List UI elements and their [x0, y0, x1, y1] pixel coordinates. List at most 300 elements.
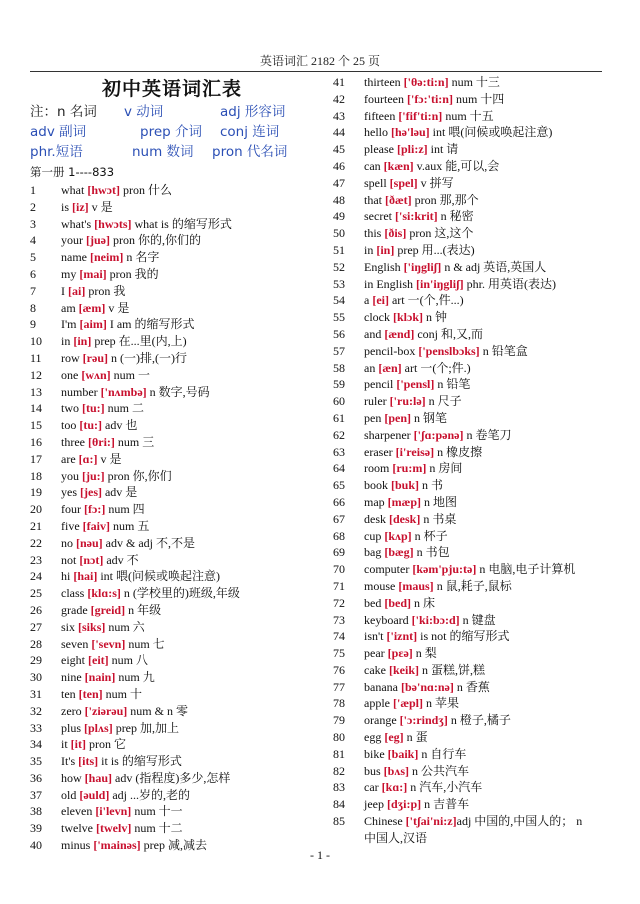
- entry-word: how: [61, 770, 82, 785]
- entry-number: 57: [333, 343, 345, 358]
- entry-word: cake: [364, 662, 386, 677]
- entry-meaning: is not 的缩写形式: [417, 629, 510, 644]
- entry-body: [364, 309, 623, 326]
- entry-number: 58: [333, 360, 345, 375]
- entry-body: [364, 645, 623, 662]
- entry-phonetic: [dʒi:p]: [387, 797, 422, 812]
- entry-meaning: num 十五: [442, 108, 494, 123]
- entry-meaning: prep 用...(表达): [394, 242, 475, 257]
- entry-phonetic: [ai]: [68, 283, 86, 298]
- entry-body: [364, 225, 623, 242]
- entry-body: [61, 468, 330, 485]
- entry-number: 84: [333, 797, 345, 812]
- vocab-entry: [30, 216, 330, 233]
- entry-number: 29: [30, 653, 42, 668]
- entry-number: 61: [333, 410, 345, 425]
- entry-phonetic: [siks]: [78, 619, 106, 634]
- entry-body: [61, 703, 330, 720]
- entry-phonetic: [kæn]: [383, 158, 414, 173]
- entry-body: [364, 276, 623, 293]
- vocab-entry: [333, 427, 623, 444]
- entry-word: row: [61, 350, 80, 365]
- entry-number: 4: [30, 233, 36, 248]
- legend-num: num 数词: [132, 144, 194, 160]
- entry-meaning: adv 不: [103, 552, 139, 567]
- vocab-entry: [333, 779, 623, 796]
- entry-phonetic: [jes]: [80, 485, 102, 500]
- entry-number: 7: [30, 283, 36, 298]
- vocab-entry: [333, 326, 623, 343]
- entry-body: [61, 820, 330, 837]
- entry-body: [364, 679, 623, 696]
- entry-word: It's: [61, 754, 76, 769]
- entry-number: 36: [30, 770, 42, 785]
- entry-body: [61, 803, 330, 820]
- entry-phonetic: [nəu]: [76, 535, 103, 550]
- entry-word: jeep: [364, 797, 384, 812]
- entry-meaning: phr. 用英语(表达): [463, 276, 556, 291]
- vocab-entry: [333, 561, 623, 578]
- entry-meaning: num 二: [104, 401, 145, 416]
- entry-word: cup: [364, 528, 382, 543]
- entry-word: spell: [364, 175, 387, 190]
- entry-number: 80: [333, 730, 345, 745]
- entry-phonetic: [its]: [78, 754, 99, 769]
- entry-body: [364, 813, 623, 830]
- entry-phonetic: [wʌn]: [81, 367, 111, 382]
- entry-word: three: [61, 434, 85, 449]
- page-header: 英语词汇 2182 个 25 页: [259, 54, 380, 68]
- entry-body: [61, 316, 330, 333]
- entry-word: can: [364, 158, 381, 173]
- entry-number: 48: [333, 192, 345, 207]
- entry-meaning: n 蛋糕,饼,糕: [418, 662, 485, 677]
- entry-meaning: num 一: [110, 367, 151, 382]
- entry-body: [61, 182, 330, 199]
- entry-meaning: n (学校里的)班级,年级: [120, 586, 240, 601]
- entry-phonetic: [desk]: [389, 511, 421, 526]
- vocab-entry: [30, 770, 330, 787]
- entry-phonetic: [ten]: [78, 686, 103, 701]
- entry-meaning: adv (指程度)多少,怎样: [112, 770, 231, 785]
- entry-meaning: n 书桌: [420, 511, 457, 526]
- entry-word: that: [364, 192, 382, 207]
- entry-word: ruler: [364, 394, 387, 409]
- entry-phonetic: [əuld]: [79, 787, 110, 802]
- vocab-entry: [30, 669, 330, 686]
- entry-meaning: n 鼠,耗子,鼠标: [433, 578, 512, 593]
- vocab-entry: [30, 367, 330, 384]
- entry-phonetic: [ænd]: [384, 326, 415, 341]
- entry-phonetic: [klɑ:s]: [87, 586, 121, 601]
- entry-phonetic: [bed]: [384, 595, 411, 610]
- entry-number: 53: [333, 276, 345, 291]
- entry-phonetic: [iz]: [72, 199, 89, 214]
- entry-number: 30: [30, 670, 42, 685]
- entry-body: [61, 350, 330, 367]
- vocab-entry: [333, 679, 623, 696]
- entry-meaning: num 十: [102, 686, 143, 701]
- entry-number: 1: [30, 183, 36, 197]
- vocab-entry: [333, 712, 623, 729]
- entry-meaning: n 梨: [412, 646, 437, 661]
- entry-number: 69: [333, 545, 345, 560]
- entry-phonetic: [buk]: [391, 478, 420, 493]
- entry-phonetic: [rəu]: [82, 350, 108, 365]
- entry-meaning: n 地图: [421, 494, 458, 509]
- entry-number: 62: [333, 427, 345, 442]
- entry-body: [364, 427, 623, 444]
- entry-phonetic: [aim]: [79, 317, 107, 332]
- entry-meaning: n 苹果: [423, 696, 460, 711]
- entry-number: 56: [333, 326, 345, 341]
- entry-word: isn't: [364, 629, 384, 644]
- entry-phonetic: [ðis]: [384, 226, 407, 241]
- entry-word: English: [364, 259, 401, 274]
- entry-number: 26: [30, 602, 42, 617]
- entry-body: [364, 528, 623, 545]
- entry-number: 13: [30, 384, 42, 399]
- entry-number: 64: [333, 461, 345, 476]
- entry-phonetic: [in]: [73, 334, 92, 349]
- entry-body: [61, 451, 330, 468]
- entry-body: [61, 417, 330, 434]
- entry-number: 47: [333, 175, 345, 190]
- entry-phonetic: [hə'ləu]: [391, 125, 430, 140]
- entry-meaning: n 秘密: [437, 209, 474, 224]
- entry-meaning: n 橙子,橘子: [447, 713, 511, 728]
- entry-body: [364, 662, 623, 679]
- vocab-entry: [333, 410, 623, 427]
- entry-number: 44: [333, 125, 345, 140]
- entry-phonetic: [mæp]: [387, 494, 421, 509]
- entry-phonetic: ['tʃai'ni:z]: [405, 814, 457, 829]
- entry-number: 51: [333, 242, 345, 257]
- vocab-entry: [333, 276, 623, 293]
- entry-word: eleven: [61, 804, 93, 819]
- entry-phonetic: ['iŋgliʃ]: [403, 259, 442, 274]
- entry-number: 33: [30, 720, 42, 735]
- entry-meaning: num 三: [114, 434, 155, 449]
- vocab-entry: [333, 595, 623, 612]
- entry-body: [364, 628, 623, 645]
- entry-meaning: pron 什么: [119, 183, 172, 197]
- vocab-entry: [30, 434, 330, 451]
- entry-body: [61, 787, 330, 804]
- entry-word: egg: [364, 730, 382, 745]
- entry-phonetic: [mai]: [79, 266, 107, 281]
- vocab-entry: [30, 736, 330, 753]
- entry-body: [61, 249, 330, 266]
- entry-meaning: n 香蕉: [453, 679, 490, 694]
- entry-word: seven: [61, 636, 89, 651]
- entry-word: computer: [364, 562, 410, 577]
- entry-phonetic: ['mainəs]: [93, 838, 141, 853]
- vocab-entry: [30, 232, 330, 249]
- entry-number: 59: [333, 377, 345, 392]
- entry-phonetic: [fɔ:]: [84, 502, 106, 517]
- entry-body: [61, 367, 330, 384]
- vocab-entry: [333, 695, 623, 712]
- entry-meaning: num 十三: [448, 75, 500, 89]
- entry-meaning: n 杯子: [411, 528, 448, 543]
- entry-number: 22: [30, 535, 42, 550]
- entry-word: map: [364, 494, 385, 509]
- entry-word: sharpener: [364, 427, 411, 442]
- vocab-entry: [333, 259, 623, 276]
- entry-word: in: [61, 334, 71, 349]
- vocab-entry: [333, 309, 623, 326]
- entry-meaning: n (一)排,(一)行: [108, 350, 187, 365]
- vocab-entry: [333, 460, 623, 477]
- entry-number: 65: [333, 478, 345, 493]
- vocab-entry: [333, 763, 623, 780]
- entry-meaning: n 电脑,电子计算机: [476, 562, 576, 577]
- entry-body: [61, 400, 330, 417]
- entry-word: bag: [364, 545, 382, 560]
- vocab-entry: [333, 192, 623, 209]
- entry-number: 12: [30, 367, 42, 382]
- entry-body: [364, 494, 623, 511]
- entry-word: it: [61, 737, 68, 752]
- entry-number: 41: [333, 75, 345, 89]
- entry-word: eraser: [364, 444, 393, 459]
- vocab-entry: [333, 360, 623, 377]
- vocab-entry: [30, 568, 330, 585]
- book-range: 第一册 1----833: [30, 165, 115, 179]
- entry-phonetic: [twelv]: [96, 821, 132, 836]
- vocab-entry: [333, 225, 623, 242]
- entry-phonetic: ['fɔ:'ti:n]: [406, 91, 453, 106]
- entry-phonetic: [juə]: [86, 233, 110, 248]
- vocab-entry: [333, 729, 623, 746]
- entry-phonetic: [æn]: [378, 360, 402, 375]
- entry-word: apple: [364, 696, 390, 711]
- entry-meaning: n 铅笔: [434, 377, 471, 392]
- entry-number: 60: [333, 394, 345, 409]
- entry-number: 32: [30, 703, 42, 718]
- entry-number: 55: [333, 310, 345, 325]
- entry-body: [61, 232, 330, 249]
- entry-number: 34: [30, 737, 42, 752]
- entry-phonetic: [ðæt]: [385, 192, 412, 207]
- vocab-entry: [333, 544, 623, 561]
- entry-phonetic: [æm]: [78, 300, 106, 315]
- vocab-entry: [333, 662, 623, 679]
- entry-body: [364, 460, 623, 477]
- entry-word: Chinese: [364, 814, 403, 829]
- page-title: 初中英语词汇表: [102, 78, 243, 100]
- entry-body: [364, 343, 623, 360]
- entry-word: bike: [364, 746, 385, 761]
- entry-body: [364, 108, 623, 125]
- entry-body: [61, 434, 330, 451]
- entry-meaning: n 键盘: [459, 612, 496, 627]
- entry-body: [61, 669, 330, 686]
- entry-body: [364, 729, 623, 746]
- entry-body: [61, 333, 330, 350]
- vocab-entry: [333, 376, 623, 393]
- entry-number: 35: [30, 754, 42, 769]
- vocab-entry: [30, 686, 330, 703]
- entry-phonetic: ['pensl]: [396, 377, 435, 392]
- entry-number: 27: [30, 619, 42, 634]
- entry-body: [364, 393, 623, 410]
- entry-phonetic: ['si:krit]: [394, 209, 438, 224]
- entry-meaning: pron 你的,你们的: [110, 233, 201, 248]
- vocab-entry: [333, 511, 623, 528]
- vocab-entry: [30, 199, 330, 216]
- entry-number: 73: [333, 612, 345, 627]
- entry-number: 11: [30, 350, 42, 365]
- entry-body: [364, 712, 623, 729]
- entry-body: [364, 779, 623, 796]
- entry-body: [364, 158, 623, 175]
- vocab-entry: [30, 753, 330, 770]
- vocab-entry: [30, 552, 330, 569]
- vocab-entry: [333, 124, 623, 141]
- entry-phonetic: [keik]: [388, 662, 419, 677]
- entry-phonetic: [pɛə]: [387, 646, 413, 661]
- entry-word: am: [61, 300, 76, 315]
- entry-body: [61, 501, 330, 518]
- entry-meaning: adv 也: [102, 418, 138, 433]
- entry-word: are: [61, 451, 76, 466]
- vocab-entry: [333, 494, 623, 511]
- entry-number: 15: [30, 418, 42, 433]
- vocab-entry: [333, 91, 623, 108]
- entry-word: clock: [364, 310, 390, 325]
- entry-body: [61, 518, 330, 535]
- entry-word: banana: [364, 679, 398, 694]
- entry-meaning: v 是: [88, 199, 113, 214]
- entry-word: what's: [61, 216, 92, 231]
- entry-meaning: adj ...岁的,老的: [109, 787, 191, 802]
- entry-word: ten: [61, 686, 76, 701]
- entry-meaning: num 十一: [131, 804, 183, 819]
- vocab-entry: [333, 528, 623, 545]
- entry-body: [364, 376, 623, 393]
- entry-word: fifteen: [364, 108, 396, 123]
- entry-phonetic: [eit]: [88, 653, 109, 668]
- entry-word: eight: [61, 653, 85, 668]
- legend-line-3: [30, 142, 330, 162]
- vocab-entry: [333, 645, 623, 662]
- vocab-entry: [30, 182, 330, 199]
- entry-phonetic: [pen]: [384, 410, 411, 425]
- entry-word: keyboard: [364, 612, 409, 627]
- vocab-entry: [333, 393, 623, 410]
- entry-number: 25: [30, 586, 42, 601]
- entry-meaning: pron 这,这个: [406, 226, 474, 241]
- entry-meaning: what is 的缩写形式: [131, 216, 232, 231]
- entry-word: too: [61, 418, 77, 433]
- entry-meaning: n 公共汽车: [409, 763, 470, 778]
- entry-meaning: n 房间: [426, 461, 463, 476]
- entry-body: [364, 444, 623, 461]
- vocab-entry: [333, 343, 623, 360]
- entry-body: [364, 595, 623, 612]
- entry-body: [364, 360, 623, 377]
- entry-body: [364, 578, 623, 595]
- entry-word: an: [364, 360, 376, 375]
- entry-body: [364, 544, 623, 561]
- vocab-entry: [333, 612, 623, 629]
- entry-body: [61, 266, 330, 283]
- entry-body: [61, 636, 330, 653]
- entry-meaning: art 一(个;件.): [401, 360, 471, 375]
- entry-phonetic: [ju:]: [82, 468, 105, 483]
- entry-body: [364, 695, 623, 712]
- entry-number: 54: [333, 293, 345, 308]
- entry-number: 23: [30, 552, 42, 567]
- entry-number: 24: [30, 569, 42, 584]
- entry-number: 76: [333, 662, 345, 677]
- entry-word: please: [364, 142, 394, 157]
- vocab-entry: [333, 108, 623, 125]
- entry-body: [364, 192, 623, 209]
- entry-meaning: n 钢笔: [411, 410, 448, 425]
- entry-number: 68: [333, 528, 345, 543]
- entry-number: 20: [30, 502, 42, 517]
- entry-word: not: [61, 552, 77, 567]
- entry-phonetic: [ei]: [372, 293, 389, 308]
- entry-word: room: [364, 461, 390, 476]
- entry-body: [61, 753, 330, 770]
- entry-body: [61, 686, 330, 703]
- entry-phonetic: [it]: [70, 737, 86, 752]
- entry-word: pen: [364, 410, 382, 425]
- entry-number: 49: [333, 209, 345, 224]
- vocab-entry: [30, 249, 330, 266]
- entry-number: 66: [333, 494, 345, 509]
- entry-meaning: v.aux 能,可以,会: [413, 158, 500, 173]
- entry-word: minus: [61, 838, 91, 853]
- entry-word: I'm: [61, 317, 77, 332]
- entry-body: [364, 74, 623, 91]
- legend-prep: prep 介词: [140, 124, 202, 140]
- entry-number: 70: [333, 562, 345, 577]
- entry-phonetic: ['ru:lə]: [389, 394, 426, 409]
- entry-word: fourteen: [364, 91, 404, 106]
- entry-phonetic: [pli:z]: [396, 142, 428, 157]
- entry-meaning: pron 你,你们: [104, 468, 172, 483]
- entry-meaning: n 钟: [423, 310, 448, 325]
- entry-word: in English: [364, 276, 414, 291]
- vocab-entry: [333, 292, 623, 309]
- vocab-entry: [333, 158, 623, 175]
- entry-meaning: int 喂(问候或唤起注意): [429, 125, 553, 140]
- entry-phonetic: [neim]: [90, 250, 124, 265]
- entry-body: [364, 259, 623, 276]
- entry-meaning: n 书包: [413, 545, 450, 560]
- entry-number: 43: [333, 108, 345, 123]
- vocab-entry: [333, 796, 623, 813]
- entry-meaning: n 书: [419, 478, 444, 493]
- entry-word: six: [61, 619, 76, 634]
- entry-body: [61, 283, 330, 300]
- entry-meaning: adj 中国的,中国人的； n: [456, 814, 583, 829]
- entry-number: 18: [30, 468, 42, 483]
- entry-meaning: n 尺子: [425, 394, 462, 409]
- entry-phonetic: [plʌs]: [84, 720, 113, 735]
- entry-phonetic: ['iznt]: [386, 629, 418, 644]
- entry-number: 5: [30, 250, 36, 265]
- entry-number: 78: [333, 696, 345, 711]
- entry-body: [61, 652, 330, 669]
- entry-meaning: int 喂(问候或唤起注意): [97, 569, 221, 584]
- vocab-entry: [30, 636, 330, 653]
